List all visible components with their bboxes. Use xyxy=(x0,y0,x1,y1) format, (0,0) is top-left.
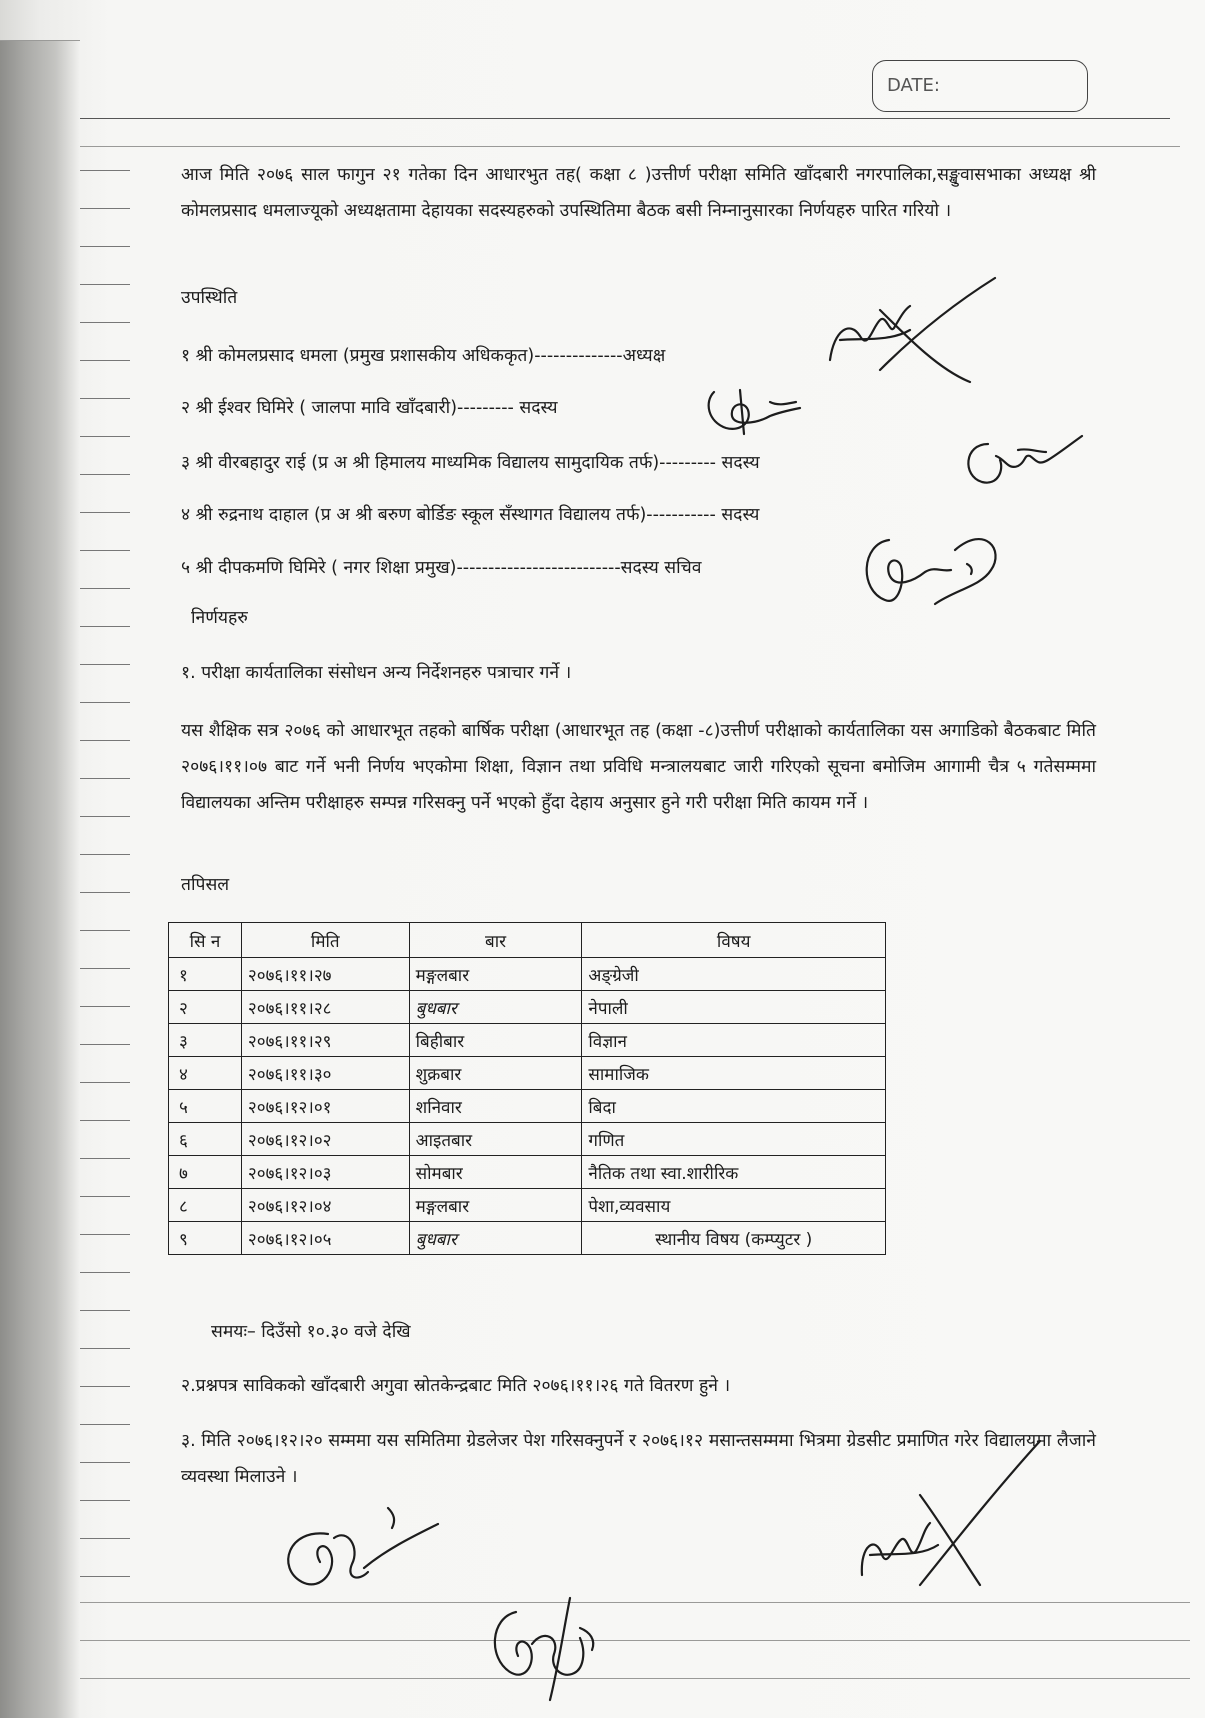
margin-tick xyxy=(80,816,130,817)
decisions-heading: निर्णयहरु xyxy=(191,608,248,628)
cell-subject: पेशा,व्यवसाय xyxy=(582,1189,886,1222)
exam-time: समयः– दिउँसो १०.३० वजे देखि xyxy=(211,1322,411,1342)
margin-tick xyxy=(80,930,130,931)
cell-date: २०७६।१२।०१ xyxy=(241,1090,409,1123)
decision-3: ३. मिति २०७६।१२।२० सम्ममा यस समितिमा ग्रेडलेजर पेश गरिसक्नुपर्ने र २०७६।१२ मसान्तसम्ममा भित्रमा ग्रेडसीट प्रमाणित गरेर विद्यालयमा लैजाने व्यवस्था मिलाउने । xyxy=(181,1431,1096,1487)
margin-tick xyxy=(80,360,130,361)
table-row xyxy=(169,1189,886,1222)
cell-day: बुधबार xyxy=(409,1222,582,1255)
ruled-line xyxy=(80,1640,1190,1641)
cell-serial: ६ xyxy=(169,1123,242,1156)
cell-date: २०७६।१२।०२ xyxy=(241,1123,409,1156)
table-row xyxy=(169,1123,886,1156)
cell-serial: १ xyxy=(169,958,242,991)
margin-tick xyxy=(80,1158,130,1159)
member-5: ५ श्री दीपकमणि घिमिरे ( नगर शिक्षा प्रमुख)--------------------------सदस्य सचिव xyxy=(181,558,702,578)
margin-tick xyxy=(80,246,130,247)
margin-tick xyxy=(80,740,130,741)
cell-day: सोमबार xyxy=(409,1156,582,1189)
date-label: DATE: xyxy=(887,75,940,96)
table-header-row xyxy=(169,923,886,958)
col-header-serial: सि न xyxy=(169,923,242,958)
signature-bottom-right xyxy=(850,1435,1050,1595)
cell-serial: २ xyxy=(169,991,242,1024)
margin-tick xyxy=(80,1500,130,1501)
signature-secretary xyxy=(855,520,1005,620)
margin-tick xyxy=(80,1462,130,1463)
cell-serial: ९ xyxy=(169,1222,242,1255)
signature-chair xyxy=(820,270,1000,390)
cell-serial: ३ xyxy=(169,1024,242,1057)
margin-tick xyxy=(80,1576,130,1577)
margin-tick xyxy=(80,512,130,513)
cell-date: २०७६।१२।०४ xyxy=(241,1189,409,1222)
cell-day: मङ्गलबार xyxy=(409,1189,582,1222)
col-header-subject: विषय xyxy=(582,923,886,958)
cell-subject: स्थानीय विषय (कम्प्युटर ) xyxy=(582,1222,886,1255)
margin-tick xyxy=(80,550,130,551)
margin-tick xyxy=(80,1120,130,1121)
cell-serial: ८ xyxy=(169,1189,242,1222)
intro-paragraph: आज मिति २०७६ साल फागुन २१ गतेका दिन आधारभुत तह( कक्षा ८ )उत्तीर्ण परीक्षा समिति खाँदबारी नगरपालिका,सङ्खुवासभाका अध्यक्ष श्री कोमलप्रसाद धमलाज्यूको अध्यक्षतामा देहायका सदस्यहरुको उपस्थितिमा बैठक बसी निम्नानुसारका निर्णयहरु पारित गरियो । xyxy=(181,165,1096,221)
cell-subject: बिदा xyxy=(582,1090,886,1123)
notebook-binding-edge xyxy=(0,40,80,1718)
cell-date: २०७६।११।२९ xyxy=(241,1024,409,1057)
attendance-heading: उपस्थिति xyxy=(181,288,238,308)
margin-tick xyxy=(80,1196,130,1197)
margin-tick xyxy=(80,1044,130,1045)
ruled-line xyxy=(0,40,80,41)
ruled-line xyxy=(80,146,1180,147)
ruled-line xyxy=(80,1678,1190,1679)
member-3: ३ श्री वीरबहादुर राई (प्र अ श्री हिमालय माध्यमिक विद्यालय सामुदायिक तर्फ)--------- सदस्य xyxy=(181,453,760,473)
cell-date: २०७६।११।२७ xyxy=(241,958,409,991)
margin-tick xyxy=(80,892,130,893)
cell-date: २०७६।१२।०५ xyxy=(241,1222,409,1255)
margin-tick xyxy=(80,1348,130,1349)
margin-tick xyxy=(80,854,130,855)
date-box xyxy=(872,60,1088,112)
margin-tick xyxy=(80,284,130,285)
margin-tick xyxy=(80,1234,130,1235)
margin-tick xyxy=(80,322,130,323)
margin-tick xyxy=(80,1538,130,1539)
signature-bottom-center xyxy=(480,1588,620,1708)
margin-tick xyxy=(80,1310,130,1311)
margin-tick xyxy=(80,1386,130,1387)
signature-member-3 xyxy=(958,430,1088,490)
margin-tick xyxy=(80,626,130,627)
cell-day: मङ्गलबार xyxy=(409,958,582,991)
schedule-heading: तपिसल xyxy=(181,875,230,895)
cell-serial: ४ xyxy=(169,1057,242,1090)
margin-tick xyxy=(80,968,130,969)
margin-tick xyxy=(80,1424,130,1425)
cell-date: २०७६।११।३० xyxy=(241,1057,409,1090)
margin-tick xyxy=(80,170,130,171)
cell-day: बुधबार xyxy=(409,991,582,1024)
margin-tick xyxy=(80,398,130,399)
margin-tick xyxy=(80,208,130,209)
ruled-line xyxy=(80,118,1170,119)
decision-1-body: यस शैक्षिक सत्र २०७६ को आधारभूत तहको बार्षिक परीक्षा (आधारभूत तह (कक्षा -८)उत्तीर्ण परीक्षाको कार्यतालिका यस अगाडिको बैठकबाट मिति २०७६।११।०७ बाट गर्ने भनी निर्णय भएकोमा शिक्षा, विज्ञान तथा प्रविधि मन्त्रालयबाट जारी गरिएको सूचना बमोजिम आगामी चैत्र ५ गतेसम्ममा विद्यालयका अन्तिम परीक्षाहरु सम्पन्न गरिसक्नु पर्ने भएको हुँदा देहाय अनुसार हुने गरी परीक्षा मिति कायम गर्ने । xyxy=(181,721,1096,813)
margin-tick xyxy=(80,664,130,665)
table-row xyxy=(169,991,886,1024)
table-row xyxy=(169,1156,886,1189)
margin-tick xyxy=(80,588,130,589)
margin-tick xyxy=(80,1082,130,1083)
cell-subject: सामाजिक xyxy=(582,1057,886,1090)
decision-2: २.प्रश्नपत्र साविकको खाँदबारी अगुवा स्रोतकेन्द्रबाट मिति २०७६।११।२६ गते वितरण हुने । xyxy=(181,1376,731,1396)
cell-subject: गणित xyxy=(582,1123,886,1156)
decision-1-title: १. परीक्षा कार्यतालिका संसोधन अन्य निर्देशनहरु पत्राचार गर्ने । xyxy=(181,663,572,683)
cell-date: २०७६।१२।०३ xyxy=(241,1156,409,1189)
cell-day: शनिवार xyxy=(409,1090,582,1123)
cell-day: बिहीबार xyxy=(409,1024,582,1057)
table-row xyxy=(169,1222,886,1255)
cell-subject: अङ्ग्रेजी xyxy=(582,958,886,991)
cell-subject: विज्ञान xyxy=(582,1024,886,1057)
exam-schedule-table xyxy=(168,922,886,1255)
member-4: ४ श्री रुद्रनाथ दाहाल (प्र अ श्री बरुण बोर्डिङ स्कूल सँस्थागत विद्यालय तर्फ)----------- सदस्य xyxy=(181,505,760,525)
cell-subject: नैतिक तथा स्वा.शारीरिक xyxy=(582,1156,886,1189)
margin-tick xyxy=(80,702,130,703)
margin-tick xyxy=(80,436,130,437)
table-row xyxy=(169,1090,886,1123)
cell-day: शुक्रबार xyxy=(409,1057,582,1090)
margin-tick xyxy=(80,474,130,475)
signature-bottom-left xyxy=(268,1498,468,1598)
cell-serial: ५ xyxy=(169,1090,242,1123)
cell-serial: ७ xyxy=(169,1156,242,1189)
cell-date: २०७६।११।२८ xyxy=(241,991,409,1024)
cell-subject: नेपाली xyxy=(582,991,886,1024)
member-2: २ श्री ईश्वर घिमिरे ( जालपा मावि खाँदबारी)--------- सदस्य xyxy=(181,398,558,418)
ruled-line xyxy=(80,1602,1190,1603)
margin-tick xyxy=(80,778,130,779)
cell-day: आइतबार xyxy=(409,1123,582,1156)
signature-member-2 xyxy=(700,382,820,440)
member-1: १ श्री कोमलप्रसाद धमला (प्रमुख प्रशासकीय अधिककृत)--------------अध्यक्ष xyxy=(181,346,666,366)
table-row xyxy=(169,1057,886,1090)
margin-tick xyxy=(80,1272,130,1273)
col-header-date: मिति xyxy=(241,923,409,958)
table-row xyxy=(169,958,886,991)
table-row xyxy=(169,1024,886,1057)
col-header-day: बार xyxy=(409,923,582,958)
margin-tick xyxy=(80,1006,130,1007)
